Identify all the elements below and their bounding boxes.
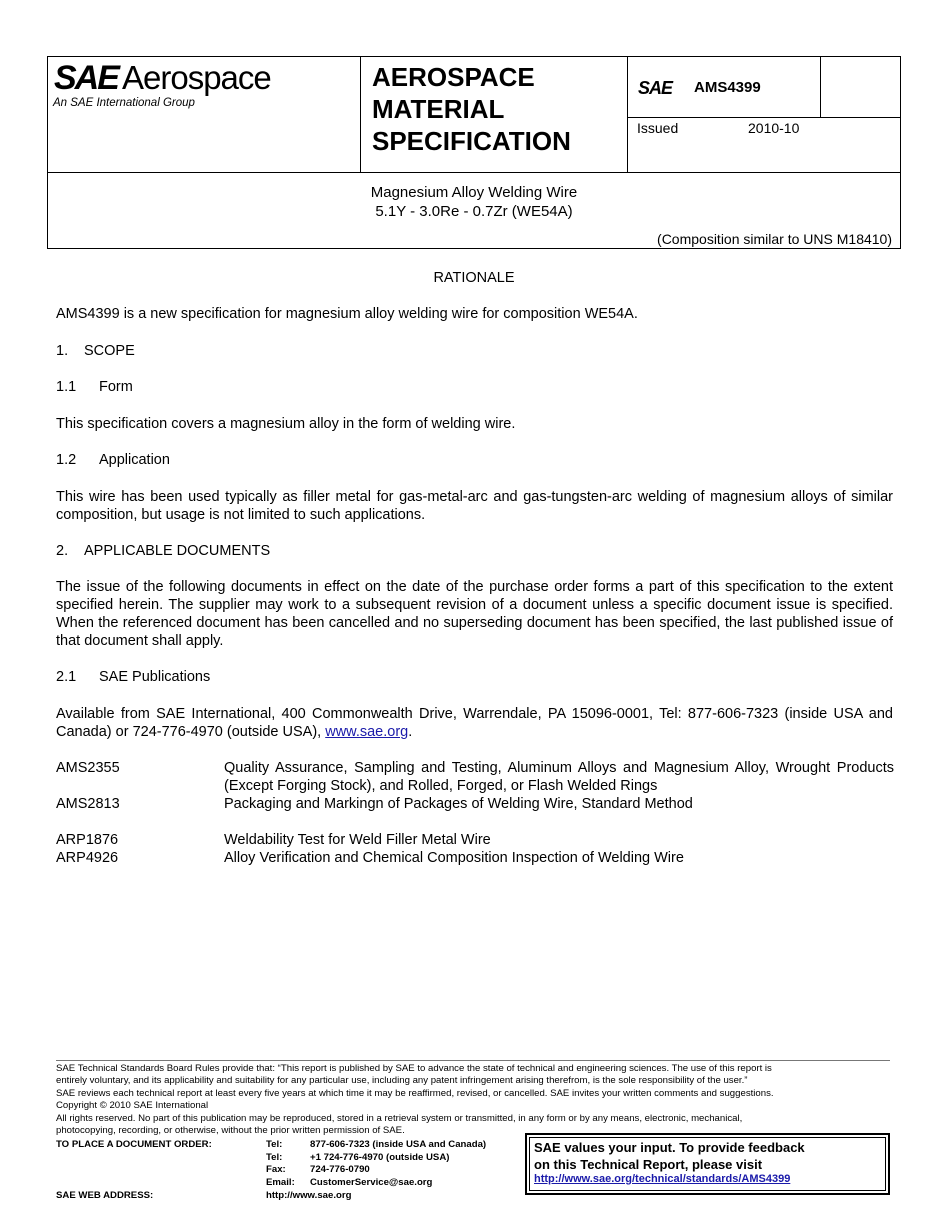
contact-label: Tel: [266,1152,283,1163]
contact-value: +1 724-776-4970 (outside USA) [310,1152,450,1163]
section-title: Form [99,379,133,395]
spec-title-line: MATERIAL [372,94,505,124]
section-text [56,705,893,741]
subject-composition: 5.1Y - 3.0Re - 0.7Zr (WE54A) [375,203,573,220]
sae-logo: SAE [54,59,118,97]
sae-website-link[interactable]: www.sae.org [325,724,409,740]
header-divider [627,56,628,173]
issued-label: Issued [637,120,679,136]
feedback-text: on this Technical Report, please visit [534,1157,763,1172]
document-number: AMS4399 [694,79,761,96]
order-label: TO PLACE A DOCUMENT ORDER: [56,1139,212,1150]
composition-note: (Composition similar to UNS M18410) [657,231,892,247]
section-text-part: . [408,724,413,740]
footer-fine-print [56,1063,896,1137]
section-text: This specification covers a magnesium alloy in the form of welding wire. [56,416,516,432]
web-address[interactable]: http://www.sae.org [266,1190,352,1201]
web-label: SAE WEB ADDRESS: [56,1190,154,1201]
feedback-text: SAE values your input. To provide feedback [534,1140,805,1155]
header-divider [360,56,361,173]
section-text: The issue of the following documents in effect on the date of the purchase order forms a part of this specification to the extent specified herein. The supplier may work to a subsequent revision of a document unless a specific document issue is specified. When the referenced document has been cancelled and no superseding document has been specified, the last published issue of that document shall apply. [56,579,893,649]
fine-print-line: Copyright © 2010 SAE International [56,1100,209,1112]
contact-label: Fax: [266,1164,286,1175]
fine-print-line: photocopying, recording, or otherwise, without the prior written permission of SAE. [56,1125,405,1137]
section-number: 1. [56,343,69,359]
feedback-link[interactable]: http://www.sae.org/technical/standards/AMS4399 [534,1173,791,1185]
issued-date: 2010-10 [748,120,800,136]
reference-code: ARP4926 [56,850,119,866]
reference-code: AMS2813 [56,796,120,812]
section-text-part: Available from SAE International, 400 Commonwealth Drive, Warrendale, PA 15096-0001, Tel: 877-606-7323 (inside USA and Canada) or 724-776-4970 (outside USA), [56,706,893,740]
fine-print-line: entirely voluntary, and its applicability and suitability for any particular use, including any patent infringement arising therefrom, is the sole responsibility of the user.” [56,1075,748,1087]
fine-print-line: SAE reviews each technical report at least every five years at which time it may be reaffirmed, revised, or cancelled. SAE invites your written comments and suggestions. [56,1087,774,1099]
contact-value: 877-606-7323 (inside USA and Canada) [310,1139,487,1150]
reference-title: Packaging and Markingn of Packages of Welding Wire, Standard Method [224,796,693,812]
section-number: 1.2 [56,452,77,468]
section-number: 2.1 [56,669,77,685]
contact-label: Tel: [266,1139,283,1150]
section-number: 2. [56,543,69,559]
spec-title-line: AEROSPACE [372,62,535,92]
section-text: This wire has been used typically as filler metal for gas-metal-arc and gas-tungsten-arc welding of magnesium alloys of similar composition, but usage is not limited to such applications. [56,489,893,523]
logo-subtitle: An SAE International Group [53,97,195,109]
rationale-heading: RATIONALE [433,270,515,286]
reference-title: Alloy Verification and Chemical Composition Inspection of Welding Wire [224,850,684,866]
header-divider [820,56,821,118]
rationale-text: AMS4399 is a new specification for magnesium alloy welding wire for composition WE54A. [56,306,638,322]
section-number: 1.1 [56,379,77,395]
section-title: SCOPE [84,343,135,359]
contact-email[interactable]: CustomerService@sae.org [310,1177,433,1188]
reference-title: Weldability Test for Weld Filler Metal Wire [224,832,491,848]
fine-print-line: SAE Technical Standards Board Rules provide that: “This report is published by SAE to advance the state of technical and engineering sciences. The use of this report is [56,1063,772,1074]
section-title: APPLICABLE DOCUMENTS [84,543,271,559]
contact-label: Email: [266,1177,295,1188]
spec-title [372,61,571,157]
contact-value: 724-776-0790 [310,1164,370,1175]
footer-rule [56,1060,890,1061]
spec-title-line: SPECIFICATION [372,126,571,156]
section-title: SAE Publications [99,669,211,685]
header-divider [47,172,901,173]
reference-code: AMS2355 [56,760,120,776]
reference-title: Quality Assurance, Sampling and Testing, Aluminum Alloys and Magnesium Alloy, Wrought Products (Except Forging Stock), and Rolled, Forged, or Flash Welded Rings [224,760,894,794]
header-divider [627,117,901,118]
reference-code: ARP1876 [56,832,119,848]
sae-mini-logo: SAE [638,78,673,98]
subject-title: Magnesium Alloy Welding Wire [370,184,578,201]
fine-print-line: All rights reserved. No part of this publication may be reproduced, stored in a retrieval system or transmitted, in any form or by any means, electronic, mechanical, [56,1112,743,1124]
section-title: Application [99,452,170,468]
aerospace-logo-text: Aerospace [122,59,271,96]
